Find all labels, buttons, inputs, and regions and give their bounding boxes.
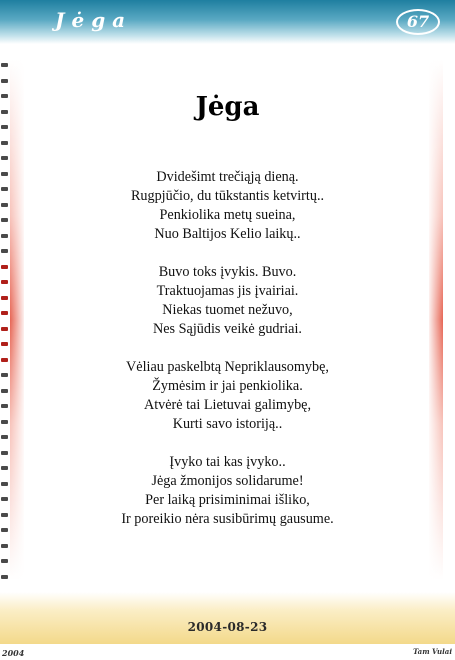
poem-line: Atvėrė tai Lietuvai galimybę, bbox=[143, 397, 312, 413]
strip-mark bbox=[1, 497, 8, 501]
footer-year: 2004 bbox=[2, 648, 25, 658]
poem-line: Rugpjūčio, du tūkstantis ketvirtų.. bbox=[130, 188, 325, 204]
strip-mark bbox=[1, 141, 8, 145]
strip-mark bbox=[1, 280, 8, 284]
strip-mark bbox=[1, 311, 8, 315]
strip-mark bbox=[1, 466, 8, 470]
strip-mark bbox=[1, 482, 8, 486]
strip-mark bbox=[1, 435, 8, 439]
poem-stanza bbox=[40, 453, 415, 529]
header-title: Jėga bbox=[55, 8, 133, 32]
strip-mark bbox=[1, 513, 8, 517]
strip-mark bbox=[1, 575, 8, 579]
strip-mark bbox=[1, 172, 8, 176]
strip-mark bbox=[1, 156, 8, 160]
right-glow-fade bbox=[429, 60, 443, 580]
strip-mark bbox=[1, 265, 8, 269]
strip-mark bbox=[1, 559, 8, 563]
strip-mark bbox=[1, 125, 8, 129]
strip-mark bbox=[1, 63, 8, 67]
poem-stanza bbox=[40, 263, 415, 339]
strip-mark bbox=[1, 327, 8, 331]
poem-line: Įvyko tai kas įvyko.. bbox=[169, 454, 286, 470]
strip-mark bbox=[1, 544, 8, 548]
poem-line: Per laiką prisiminimai išliko, bbox=[145, 492, 310, 508]
strip-mark bbox=[1, 79, 8, 83]
poem-line: Vėliau paskelbtą Nepriklausomybę, bbox=[126, 359, 329, 375]
left-glow-fade bbox=[10, 60, 24, 580]
poem-body bbox=[40, 168, 415, 548]
strip-mark bbox=[1, 203, 8, 207]
strip-mark bbox=[1, 404, 8, 408]
poem-line: Traktuojamas jis įvairiai. bbox=[156, 283, 299, 299]
poem-title: Jėga bbox=[195, 92, 260, 122]
strip-mark bbox=[1, 218, 8, 222]
strip-mark bbox=[1, 296, 8, 300]
poem-line: Kurti savo istoriją.. bbox=[172, 416, 283, 432]
poem-line: Jėga žmonijos solidarume! bbox=[151, 473, 304, 489]
poem-stanza bbox=[40, 168, 415, 244]
footer-date: 2004-08-23 bbox=[187, 620, 268, 634]
poem-line: Ir poreikio nėra susibūrimų gausume. bbox=[121, 511, 334, 527]
strip-mark bbox=[1, 389, 8, 393]
strip-mark bbox=[1, 234, 8, 238]
poem-line: Buvo toks įvykis. Buvo. bbox=[158, 264, 297, 280]
poem-line: Nes Sąjūdis veikė gudriai. bbox=[153, 321, 302, 337]
strip-mark bbox=[1, 249, 8, 253]
poem-line: Penkiolika metų sueina, bbox=[159, 207, 296, 223]
left-decorative-strip bbox=[0, 60, 9, 590]
poem-line: Dvidešimt trečiąją dieną. bbox=[156, 169, 299, 185]
poem-line: Nuo Baltijos Kelio laikų.. bbox=[154, 226, 301, 242]
footer-band bbox=[0, 592, 455, 644]
poem-line: Niekas tuomet nežuvo, bbox=[162, 302, 293, 318]
poem-stanza bbox=[40, 358, 415, 434]
poem-line: Žymėsim ir jai penkiolika. bbox=[152, 378, 303, 394]
strip-mark bbox=[1, 358, 8, 362]
strip-mark bbox=[1, 373, 8, 377]
strip-mark bbox=[1, 451, 8, 455]
page-number-badge: 67 bbox=[396, 9, 440, 35]
footer-signature: Tam Vulai bbox=[413, 647, 452, 656]
strip-mark bbox=[1, 420, 8, 424]
strip-mark bbox=[1, 528, 8, 532]
strip-mark bbox=[1, 187, 8, 191]
strip-mark bbox=[1, 342, 8, 346]
